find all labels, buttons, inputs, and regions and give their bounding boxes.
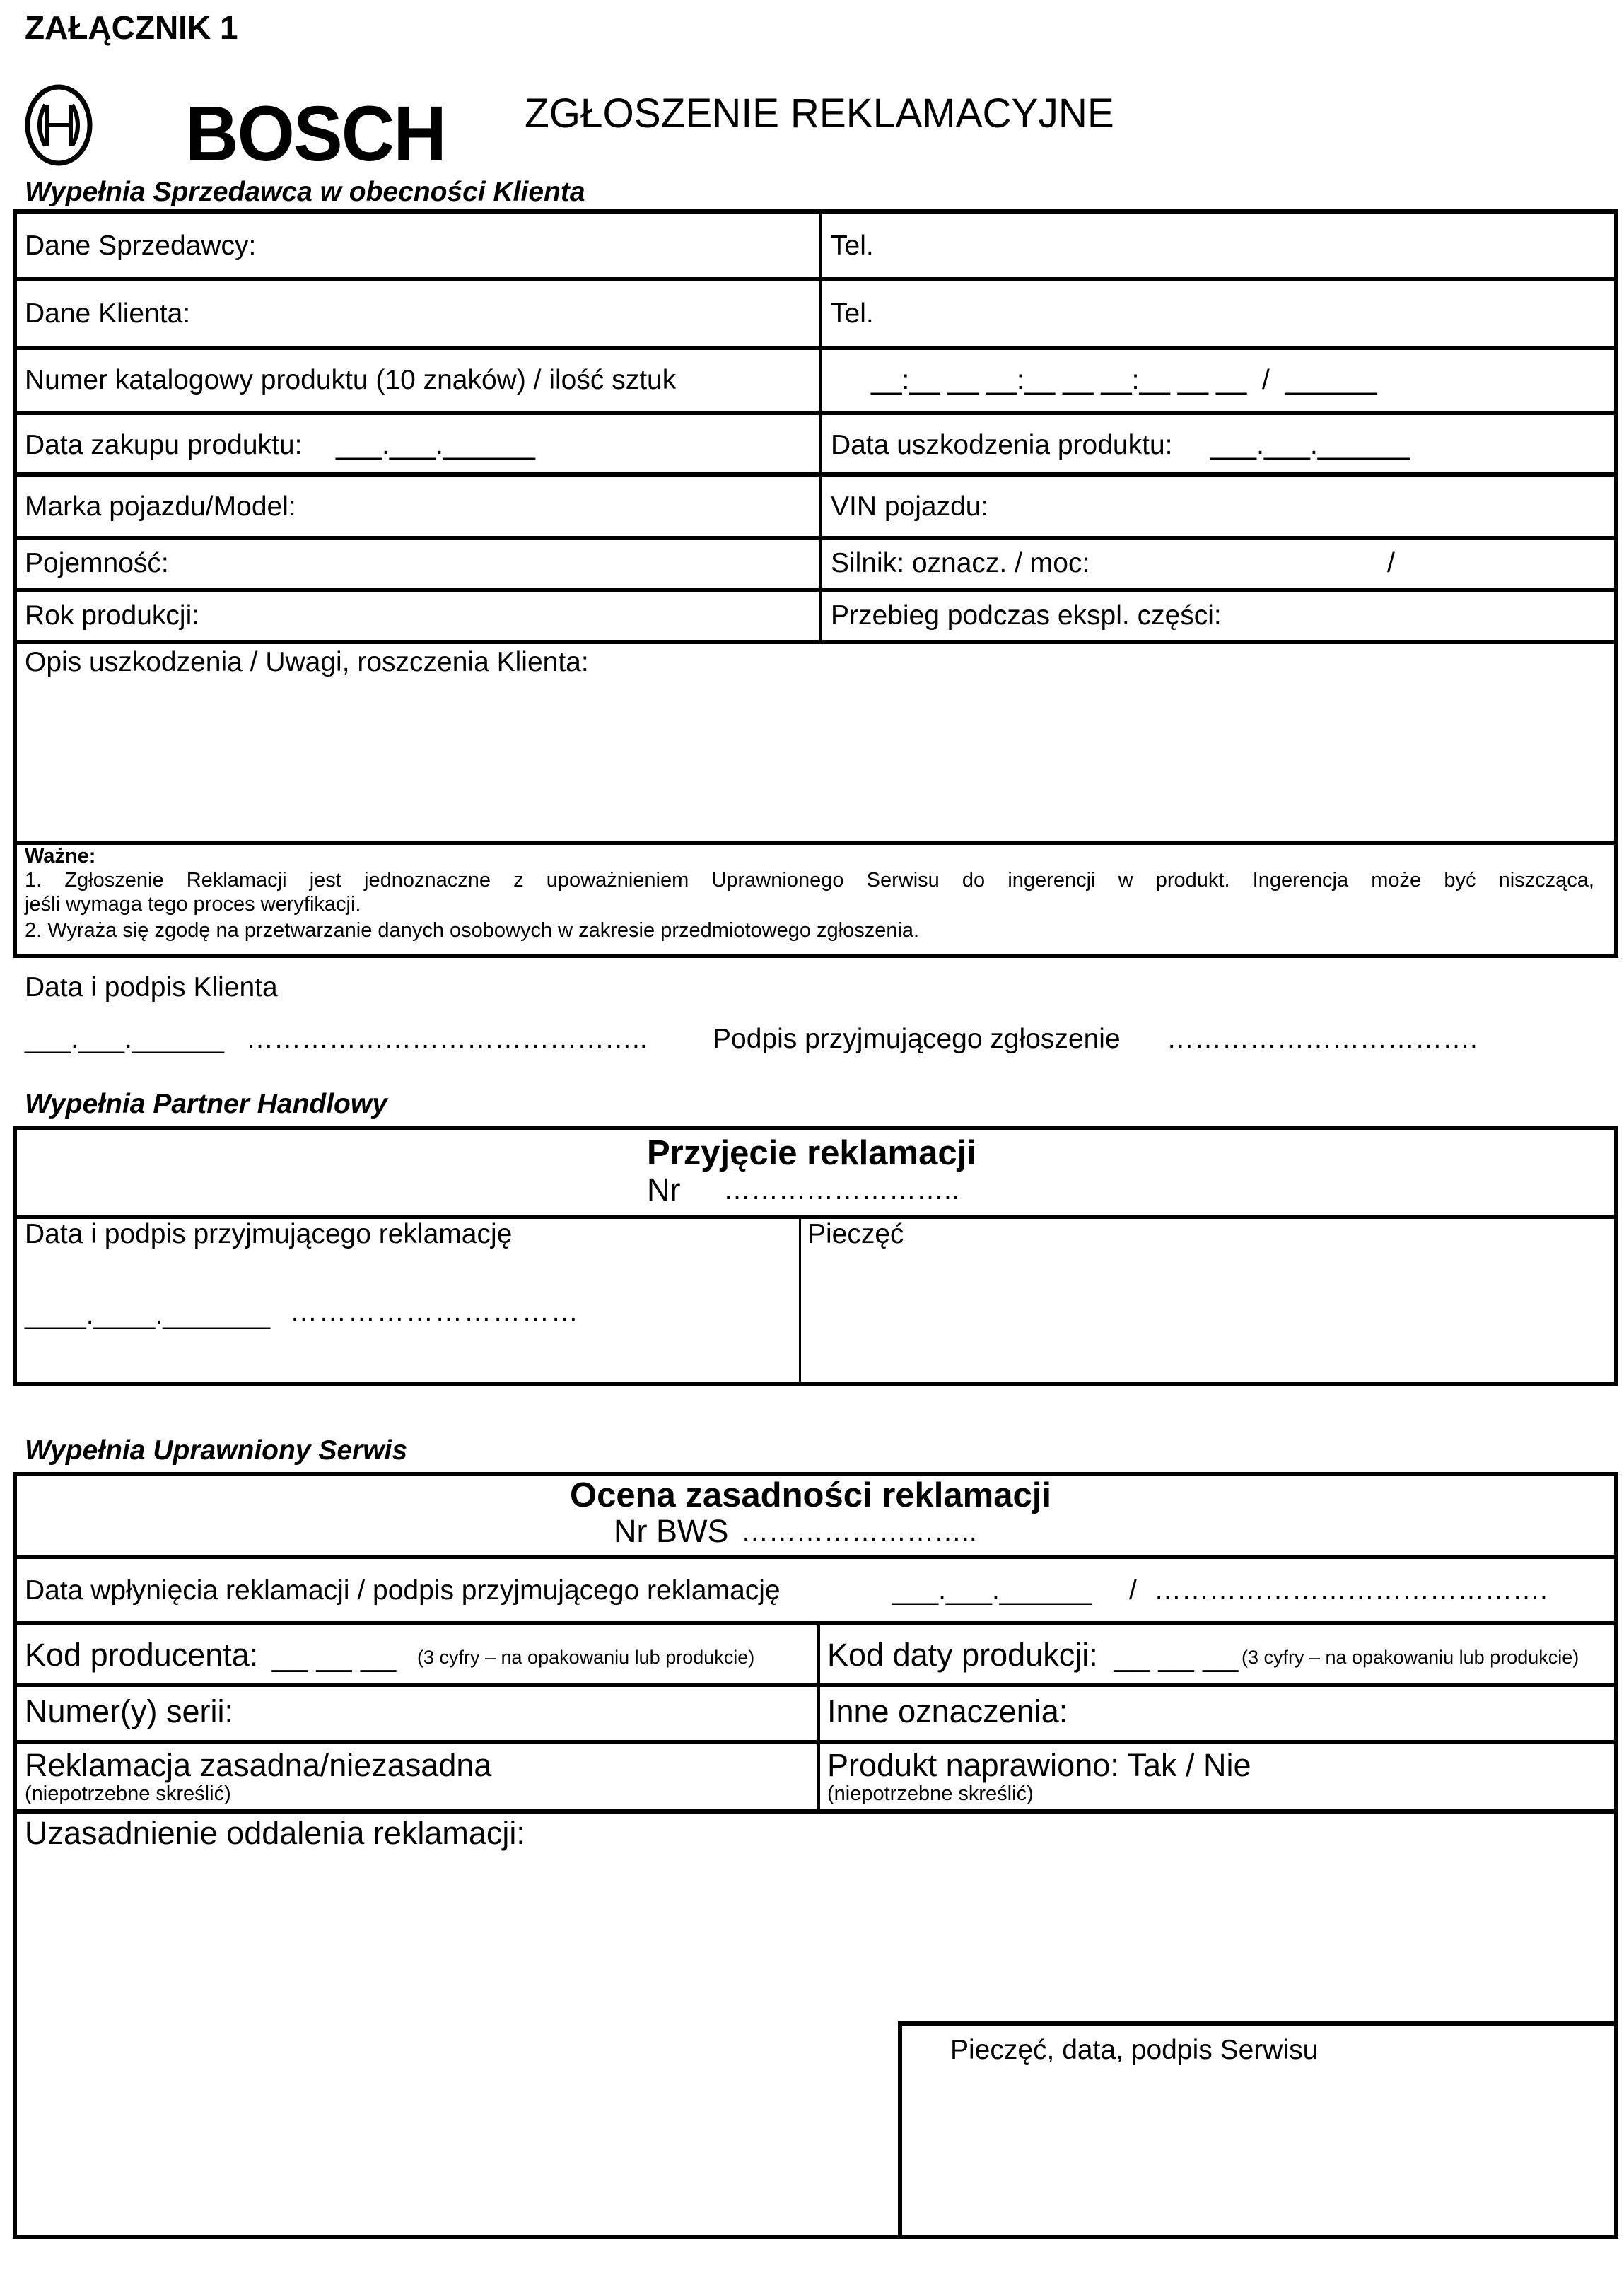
serial-number-field[interactable]: Numer(y) serii: [25, 1693, 234, 1729]
catalog-number-label: Numer katalogowy produktu (10 znaków) / ilość sztuk [25, 365, 677, 395]
engine-code-power-field[interactable]: Silnik: oznacz. / moc: [831, 548, 1090, 578]
receipt-separator: / [1129, 1575, 1137, 1606]
seller-form-box [13, 209, 1618, 958]
important-title: Ważne: [25, 845, 96, 868]
engine-separator: / [1387, 548, 1395, 578]
seller-phone-field[interactable]: Tel. [831, 230, 874, 261]
receipt-date-field[interactable]: ___.___.______ [892, 1575, 1092, 1606]
claim-verdict-field[interactable]: Reklamacja zasadna/niezasadna [25, 1747, 492, 1783]
part-mileage-field[interactable]: Przebieg podczas ekspl. części: [831, 600, 1222, 631]
rejection-reason-label: Uzasadnienie oddalenia reklamacji: [25, 1815, 525, 1851]
producer-code-note: (3 cyfry – na opakowaniu lub produkcie) [417, 1647, 755, 1668]
client-phone-field[interactable]: Tel. [831, 298, 874, 329]
partner-receiver-date-field[interactable]: ____.____._______ [25, 1300, 271, 1330]
client-signature-field[interactable]: …………………………………….. [246, 1024, 648, 1054]
partner-section-heading: Wypełnia Partner Handlowy [25, 1089, 387, 1119]
claim-number-label: Nr [647, 1172, 681, 1208]
product-repaired-field[interactable]: Produkt naprawiono: Tak / Nie [827, 1747, 1251, 1783]
seller-data-field[interactable]: Dane Sprzedawcy: [25, 230, 257, 261]
important-note-1-cont: jeśli wymaga tego proces weryfikacji. [25, 893, 361, 916]
client-signature-label: Data i podpis Klienta [25, 972, 278, 1003]
partner-stamp-area[interactable] [803, 1253, 1613, 1382]
claim-number-field[interactable]: …………………….. [723, 1175, 959, 1205]
annex-label: ZAŁĄCZNIK 1 [25, 9, 238, 46]
damage-description-label: Opis uszkodzenia / Uwagi, roszczenia Klienta: [25, 647, 589, 677]
partner-receiver-label: Data i podpis przyjmującego reklamację [25, 1219, 513, 1249]
document-title: ZGŁOSZENIE REKLAMACYJNE [525, 90, 1114, 136]
damage-description-area[interactable] [18, 682, 1613, 838]
vin-field[interactable]: VIN pojazdu: [831, 491, 989, 522]
date-code-field[interactable]: __ __ __ [1114, 1637, 1239, 1673]
partner-receiver-signature-field[interactable]: ………………………… [290, 1297, 580, 1327]
receiver-signature-label: Podpis przyjmującego zgłoszenie [713, 1024, 1121, 1054]
partner-box-title: Przyjęcie reklamacji [647, 1134, 976, 1172]
damage-date-field[interactable]: ___.___.______ [1210, 430, 1410, 460]
client-data-field[interactable]: Dane Klienta: [25, 298, 191, 329]
client-signature-date-field[interactable]: ___.___.______ [25, 1024, 224, 1054]
receiver-signature-field[interactable]: ……………………………. [1167, 1024, 1478, 1054]
other-marks-field[interactable]: Inne oznaczenia: [827, 1693, 1068, 1729]
partner-stamp-label: Pieczęć [807, 1219, 904, 1249]
engine-capacity-field[interactable]: Pojemność: [25, 548, 169, 578]
producer-code-field[interactable]: __ __ __ [272, 1637, 397, 1673]
date-code-label: Kod daty produkcji: [827, 1637, 1098, 1673]
purchase-date-label: Data zakupu produktu: [25, 430, 303, 460]
service-stamp-label: Pieczęć, data, podpis Serwisu [950, 2035, 1319, 2065]
receipt-label: Data wpłynięcia reklamacji / podpis przyjmującego reklamację [25, 1575, 781, 1606]
claim-verdict-note: (niepotrzebne skreślić) [25, 1782, 231, 1805]
brand-logo-text: BOSCH [185, 90, 445, 177]
important-note-1: 1. Zgłoszenie Reklamacji jest jednoznaczne z upoważnieniem Uprawnionego Serwisu do ingerencji w produkt. Ingerencja może być niszcząca, [25, 869, 1594, 892]
product-repaired-note: (niepotrzebne skreślić) [827, 1782, 1034, 1805]
vehicle-make-model-field[interactable]: Marka pojazdu/Model: [25, 491, 296, 522]
bws-number-field[interactable]: …………………….. [741, 1517, 977, 1547]
important-note-2: 2. Wyraża się zgodę na przetwarzanie danych osobowych w zakresie przedmiotowego zgłoszenia. [25, 919, 920, 942]
bosch-armature-emblem-icon [24, 83, 93, 167]
catalog-number-quantity-field[interactable]: __:__ __ __:__ __ __:__ __ __ / ______ [871, 365, 1377, 395]
purchase-date-field[interactable]: ___.___.______ [336, 430, 535, 460]
receipt-signature-field[interactable]: ……………………………………. [1154, 1575, 1548, 1606]
bws-number-label: Nr BWS [614, 1513, 729, 1549]
producer-code-label: Kod producenta: [25, 1637, 259, 1673]
rejection-reason-area[interactable] [18, 1852, 895, 2234]
date-code-note: (3 cyfry – na opakowaniu lub produkcie) [1242, 1647, 1579, 1668]
seller-section-heading: Wypełnia Sprzedawca w obecności Klienta [25, 177, 585, 207]
production-year-field[interactable]: Rok produkcji: [25, 600, 200, 631]
service-box-title: Ocena zasadności reklamacji [570, 1476, 1051, 1514]
damage-date-label: Data uszkodzenia produktu: [831, 430, 1173, 460]
service-section-heading: Wypełnia Uprawniony Serwis [25, 1435, 408, 1466]
